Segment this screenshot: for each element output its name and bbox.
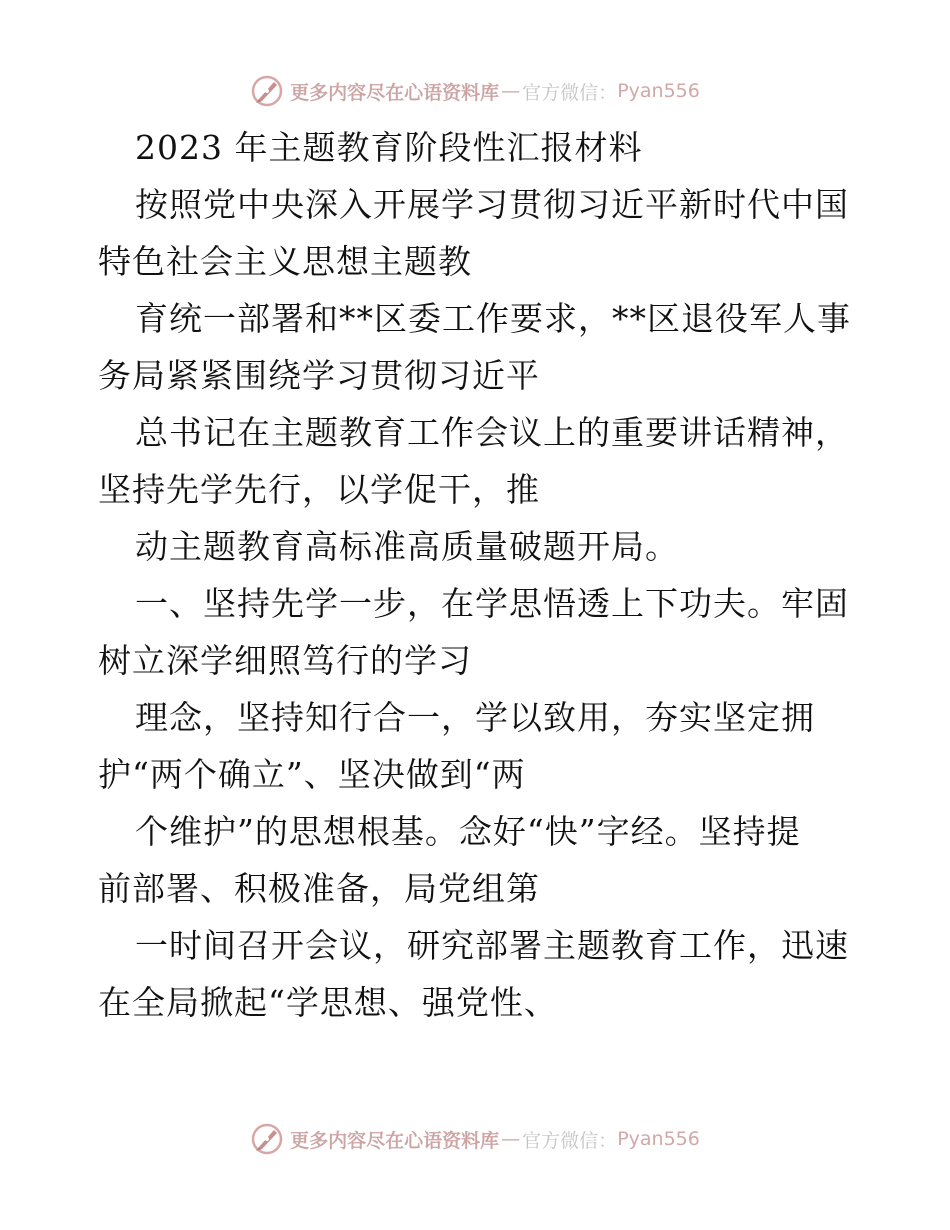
paragraph-line: 一时间召开会议，研究部署主题教育工作，迅速 <box>135 926 849 965</box>
paragraph-line: 育统一部署和**区委工作要求，**区退役军人事 <box>135 299 851 338</box>
header-watermark <box>0 74 950 108</box>
paragraph-line: 理念，坚持知行合一，学以致用，夯实坚定拥 <box>135 698 815 737</box>
footer-watermark <box>0 1122 950 1156</box>
paragraph-line: 一、坚持先学一步，在学思悟透上下功夫。牢固 <box>135 584 849 623</box>
watermark-wechat-label: 官方微信： <box>522 1129 618 1152</box>
watermark-wechat-label: 官方微信： <box>522 81 618 104</box>
watermark-account: Pyan556 <box>617 1128 700 1150</box>
paragraph-line: 树立深学细照笃行的学习 <box>98 641 472 680</box>
paragraph-line: 动主题教育高标准高质量破题开局。 <box>135 527 679 566</box>
paragraph-line: 务局紧紧围绕学习贯彻习近平 <box>98 356 540 395</box>
quill-pen-logo-icon <box>250 74 284 108</box>
paragraph-line: 个维护”的思想根基。念好“快”字经。坚持提 <box>135 812 801 851</box>
document-title: 2023 年主题教育阶段性汇报材料 <box>135 128 643 167</box>
quill-pen-logo-icon <box>250 1122 284 1156</box>
paragraph-line: 前部署、积极准备，局党组第 <box>98 869 540 908</box>
watermark-account: Pyan556 <box>617 80 700 102</box>
paragraph-line: 坚持先学先行，以学促干，推 <box>98 470 540 509</box>
paragraph-line: 特色社会主义思想主题教 <box>98 242 472 281</box>
paragraph-line: 总书记在主题教育工作会议上的重要讲话精神， <box>135 413 849 452</box>
watermark-dash: — <box>501 1128 521 1150</box>
watermark-brand: 更多内容尽在心语资料库 <box>290 81 500 104</box>
paragraph-line: 按照党中央深入开展学习贯彻习近平新时代中国 <box>135 185 849 224</box>
watermark-dash: — <box>501 80 521 102</box>
paragraph-line: 在全局掀起“学思想、强党性、 <box>98 983 558 1022</box>
paragraph-line: 护“两个确立”、坚决做到“两 <box>98 755 526 794</box>
watermark-brand: 更多内容尽在心语资料库 <box>290 1129 500 1152</box>
